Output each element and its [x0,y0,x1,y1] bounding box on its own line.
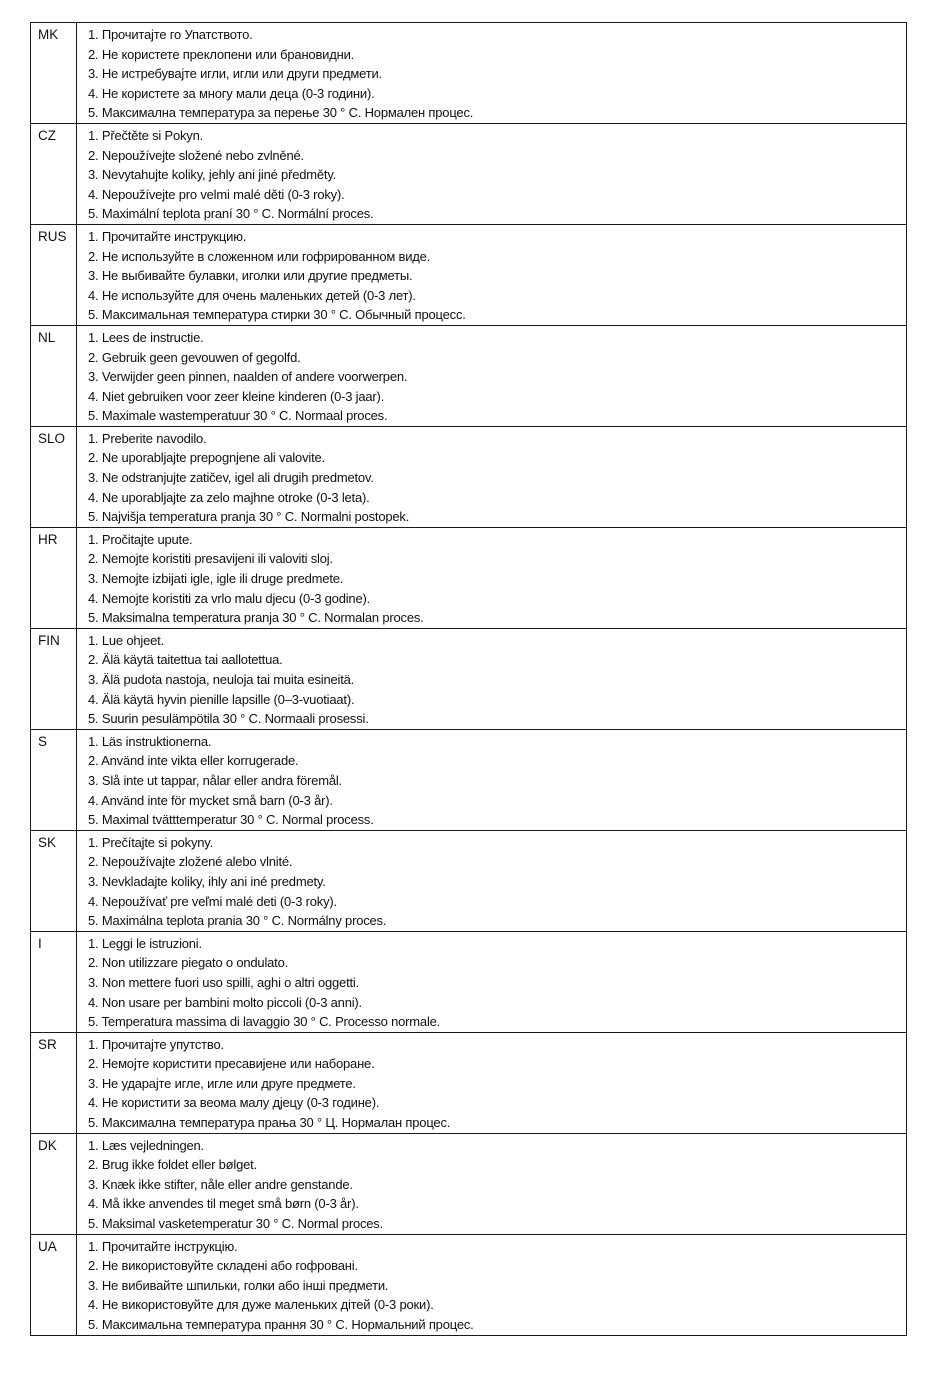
instruction-line: 1. Prečítajte si pokyny. [88,834,214,850]
instruction-line: 4. Не користити за веома малу дјецу (0-3 године). [88,1095,380,1111]
instruction-line: 5. Maximální teplota praní 30 ° C. Normální proces. [88,206,374,222]
language-row-dk [31,1133,907,1234]
instruction-line: 3. Verwijder geen pinnen, naalden of andere voorwerpen. [88,369,408,385]
instruction-line: 2. Nepoužívejte složené nebo zvlněné. [88,147,304,163]
instruction-line: 3. Не истребувајте игли, игли или други предмети. [88,66,382,82]
instruction-line: 4. Nepoužívejte pro velmi malé děti (0-3 roky). [88,186,345,202]
instruction-line: 1. Прочитајте упутство. [88,1036,224,1052]
language-row-mk [31,23,907,124]
instruction-line: 4. Nepoužívať pre veľmi malé deti (0-3 roky). [88,893,337,909]
instruction-line: 5. Suurin pesulämpötila 30 ° C. Normaali prosessi. [88,711,369,727]
language-row-slo [31,426,907,527]
instruction-line: 5. Максимална температура прања 30 ° Ц. Нормалан процес. [88,1115,451,1131]
language-row-i [31,931,907,1032]
instructions-cell [77,830,907,931]
instruction-line: 4. Nemojte koristiti za vrlo malu djecu (0-3 godine). [88,590,371,606]
language-row-rus [31,224,907,325]
instruction-line: 1. Прочитайте инструкцию. [88,228,247,244]
instruction-line: 1. Прочитайте інструкцію. [88,1238,238,1254]
instruction-line: 4. Не використовуйте для дуже маленьких дітей (0-3 роки). [88,1297,434,1313]
instructions-cell [77,325,907,426]
language-code: SR [31,1032,77,1133]
instruction-line: 5. Maximálna teplota prania 30 ° C. Normálny proces. [88,913,387,929]
instructions-cell [77,527,907,628]
instruction-line: 4. Använd inte för mycket små barn (0-3 år). [88,792,333,808]
instruction-line: 5. Максимална температура за перење 30 ° С. Нормален процес. [88,105,474,121]
instruction-line: 2. Nemojte koristiti presavijeni ili valoviti sloj. [88,551,333,567]
instructions-cell [77,729,907,830]
instruction-line: 2. Älä käytä taitettua tai aallotettua. [88,652,283,668]
instruction-line: 2. Не используйте в сложенном или гофрированном виде. [88,248,431,264]
instructions-cell [77,224,907,325]
language-code: CZ [31,123,77,224]
instruction-line: 2. Немојте користити пресавијене или набоpане. [88,1056,375,1072]
instructions-cell [77,628,907,729]
language-row-sk [31,830,907,931]
instruction-line: 1. Přečtěte si Pokyn. [88,127,204,143]
language-code: RUS [31,224,77,325]
care-instructions-table [30,22,907,1336]
instruction-line: 5. Maximale wastemperatuur 30 ° C. Normaal proces. [88,408,388,424]
language-row-sr [31,1032,907,1133]
instruction-line: 1. Pročitajte upute. [88,531,193,547]
instruction-line: 1. Läs instruktionerna. [88,733,212,749]
instruction-line: 3. Älä pudota nastoja, neuloja tai muita esineitä. [88,672,355,687]
instruction-line: 4. Non usare per bambini molto piccoli (0-3 anni). [88,994,362,1010]
instruction-line: 3. Ne odstranjujte zatičev, igel ali drugih predmetov. [88,470,374,486]
instruction-line: 2. Не користете преклопени или брановидни. [88,46,355,62]
instruction-line: 4. Må ikke anvendes til meget små børn (0-3 år). [88,1196,359,1212]
instructions-cell [77,1032,907,1133]
instruction-line: 2. Gebruik geen gevouwen of gegolfd. [88,349,301,365]
instruction-line: 3. Nevkladajte koliky, ihly ani iné predmety. [88,873,326,889]
language-code: SLO [31,426,77,527]
instruction-line: 5. Максимальна температура прання 30 ° С. Нормальний процес. [88,1317,474,1332]
instruction-line: 1. Leggi le istruzioni. [88,935,202,951]
instruction-line: 2. Non utilizzare piegato o ondulato. [88,955,289,971]
instruction-line: 5. Maximal tvätttemperatur 30 ° C. Normal process. [88,812,374,828]
instruction-line: 3. Не вибивайте шпильки, голки або інші предмети. [88,1277,389,1293]
instruction-line: 5. Максимальная температура стирки 30 ° С. Обычный процесс. [88,307,466,323]
instruction-line: 3. Не выбивайте булавки, иголки или другие предметы. [88,268,413,284]
instruction-line: 1. Прочитајте го Упатството. [88,27,253,42]
language-code: HR [31,527,77,628]
language-code: I [31,931,77,1032]
language-code: DK [31,1133,77,1234]
language-code: UA [31,1234,77,1335]
table-body [31,23,907,1336]
instruction-line: 2. Använd inte vikta eller korrugerade. [88,753,299,769]
language-row-cz [31,123,907,224]
instructions-cell [77,1234,907,1335]
instruction-line: 4. Не используйте для очень маленьких детей (0-3 лет). [88,287,416,303]
instructions-cell [77,23,907,124]
instruction-line: 4. Не користете за многу мали деца (0-3 години). [88,85,375,101]
instructions-cell [77,931,907,1032]
language-code: SK [31,830,77,931]
instructions-cell [77,426,907,527]
language-code: NL [31,325,77,426]
instruction-line: 3. Не ударајте игле, игле или друге предмете. [88,1075,356,1091]
instruction-line: 3. Non mettere fuori uso spilli, aghi o altri oggetti. [88,974,360,990]
language-row-nl [31,325,907,426]
instruction-line: 5. Maksimal vasketemperatur 30 ° C. Normal proces. [88,1216,384,1232]
instruction-line: 2. Nepoužívajte zložené alebo vlnité. [88,854,293,870]
instruction-line: 5. Temperatura massima di lavaggio 30 ° C. Processo normale. [88,1014,441,1030]
language-code: MK [31,23,77,124]
instruction-line: 3. Slå inte ut tappar, nålar eller andra föremål. [88,772,342,788]
language-row-s [31,729,907,830]
instructions-cell [77,1133,907,1234]
language-row-ua [31,1234,907,1335]
instruction-line: 5. Najvišja temperatura pranja 30 ° C. Normalni postopek. [88,509,410,525]
instruction-line: 1. Læs vejledningen. [88,1137,204,1153]
instruction-line: 5. Maksimalna temperatura pranja 30 ° C. Normalan proces. [88,610,424,626]
instruction-line: 2. Не використовуйте складені або гофровані. [88,1258,358,1274]
instruction-line: 1. Preberite navodilo. [88,430,207,446]
instruction-line: 4. Älä käytä hyvin pienille lapsille (0–3-vuotiaat). [88,691,355,707]
instruction-line: 1. Lue ohjeet. [88,632,164,648]
instruction-line: 1. Lees de instructie. [88,329,204,345]
language-code: S [31,729,77,830]
instruction-line: 4. Niet gebruiken voor zeer kleine kinderen (0-3 jaar). [88,388,385,404]
instruction-line: 3. Nevytahujte koliky, jehly ani jiné předměty. [88,167,337,183]
instruction-line: 2. Brug ikke foldet eller bølget. [88,1157,257,1173]
instruction-line: 4. Ne uporabljajte za zelo majhne otroke (0-3 leta). [88,489,370,505]
language-code: FIN [31,628,77,729]
instruction-line: 3. Knæk ikke stifter, nåle eller andre genstande. [88,1176,353,1192]
language-row-fin [31,628,907,729]
language-row-hr [31,527,907,628]
instruction-line: 2. Ne uporabljajte prepognjene ali valovite. [88,450,325,466]
instructions-cell [77,123,907,224]
instruction-line: 3. Nemojte izbijati igle, igle ili druge predmete. [88,571,344,587]
